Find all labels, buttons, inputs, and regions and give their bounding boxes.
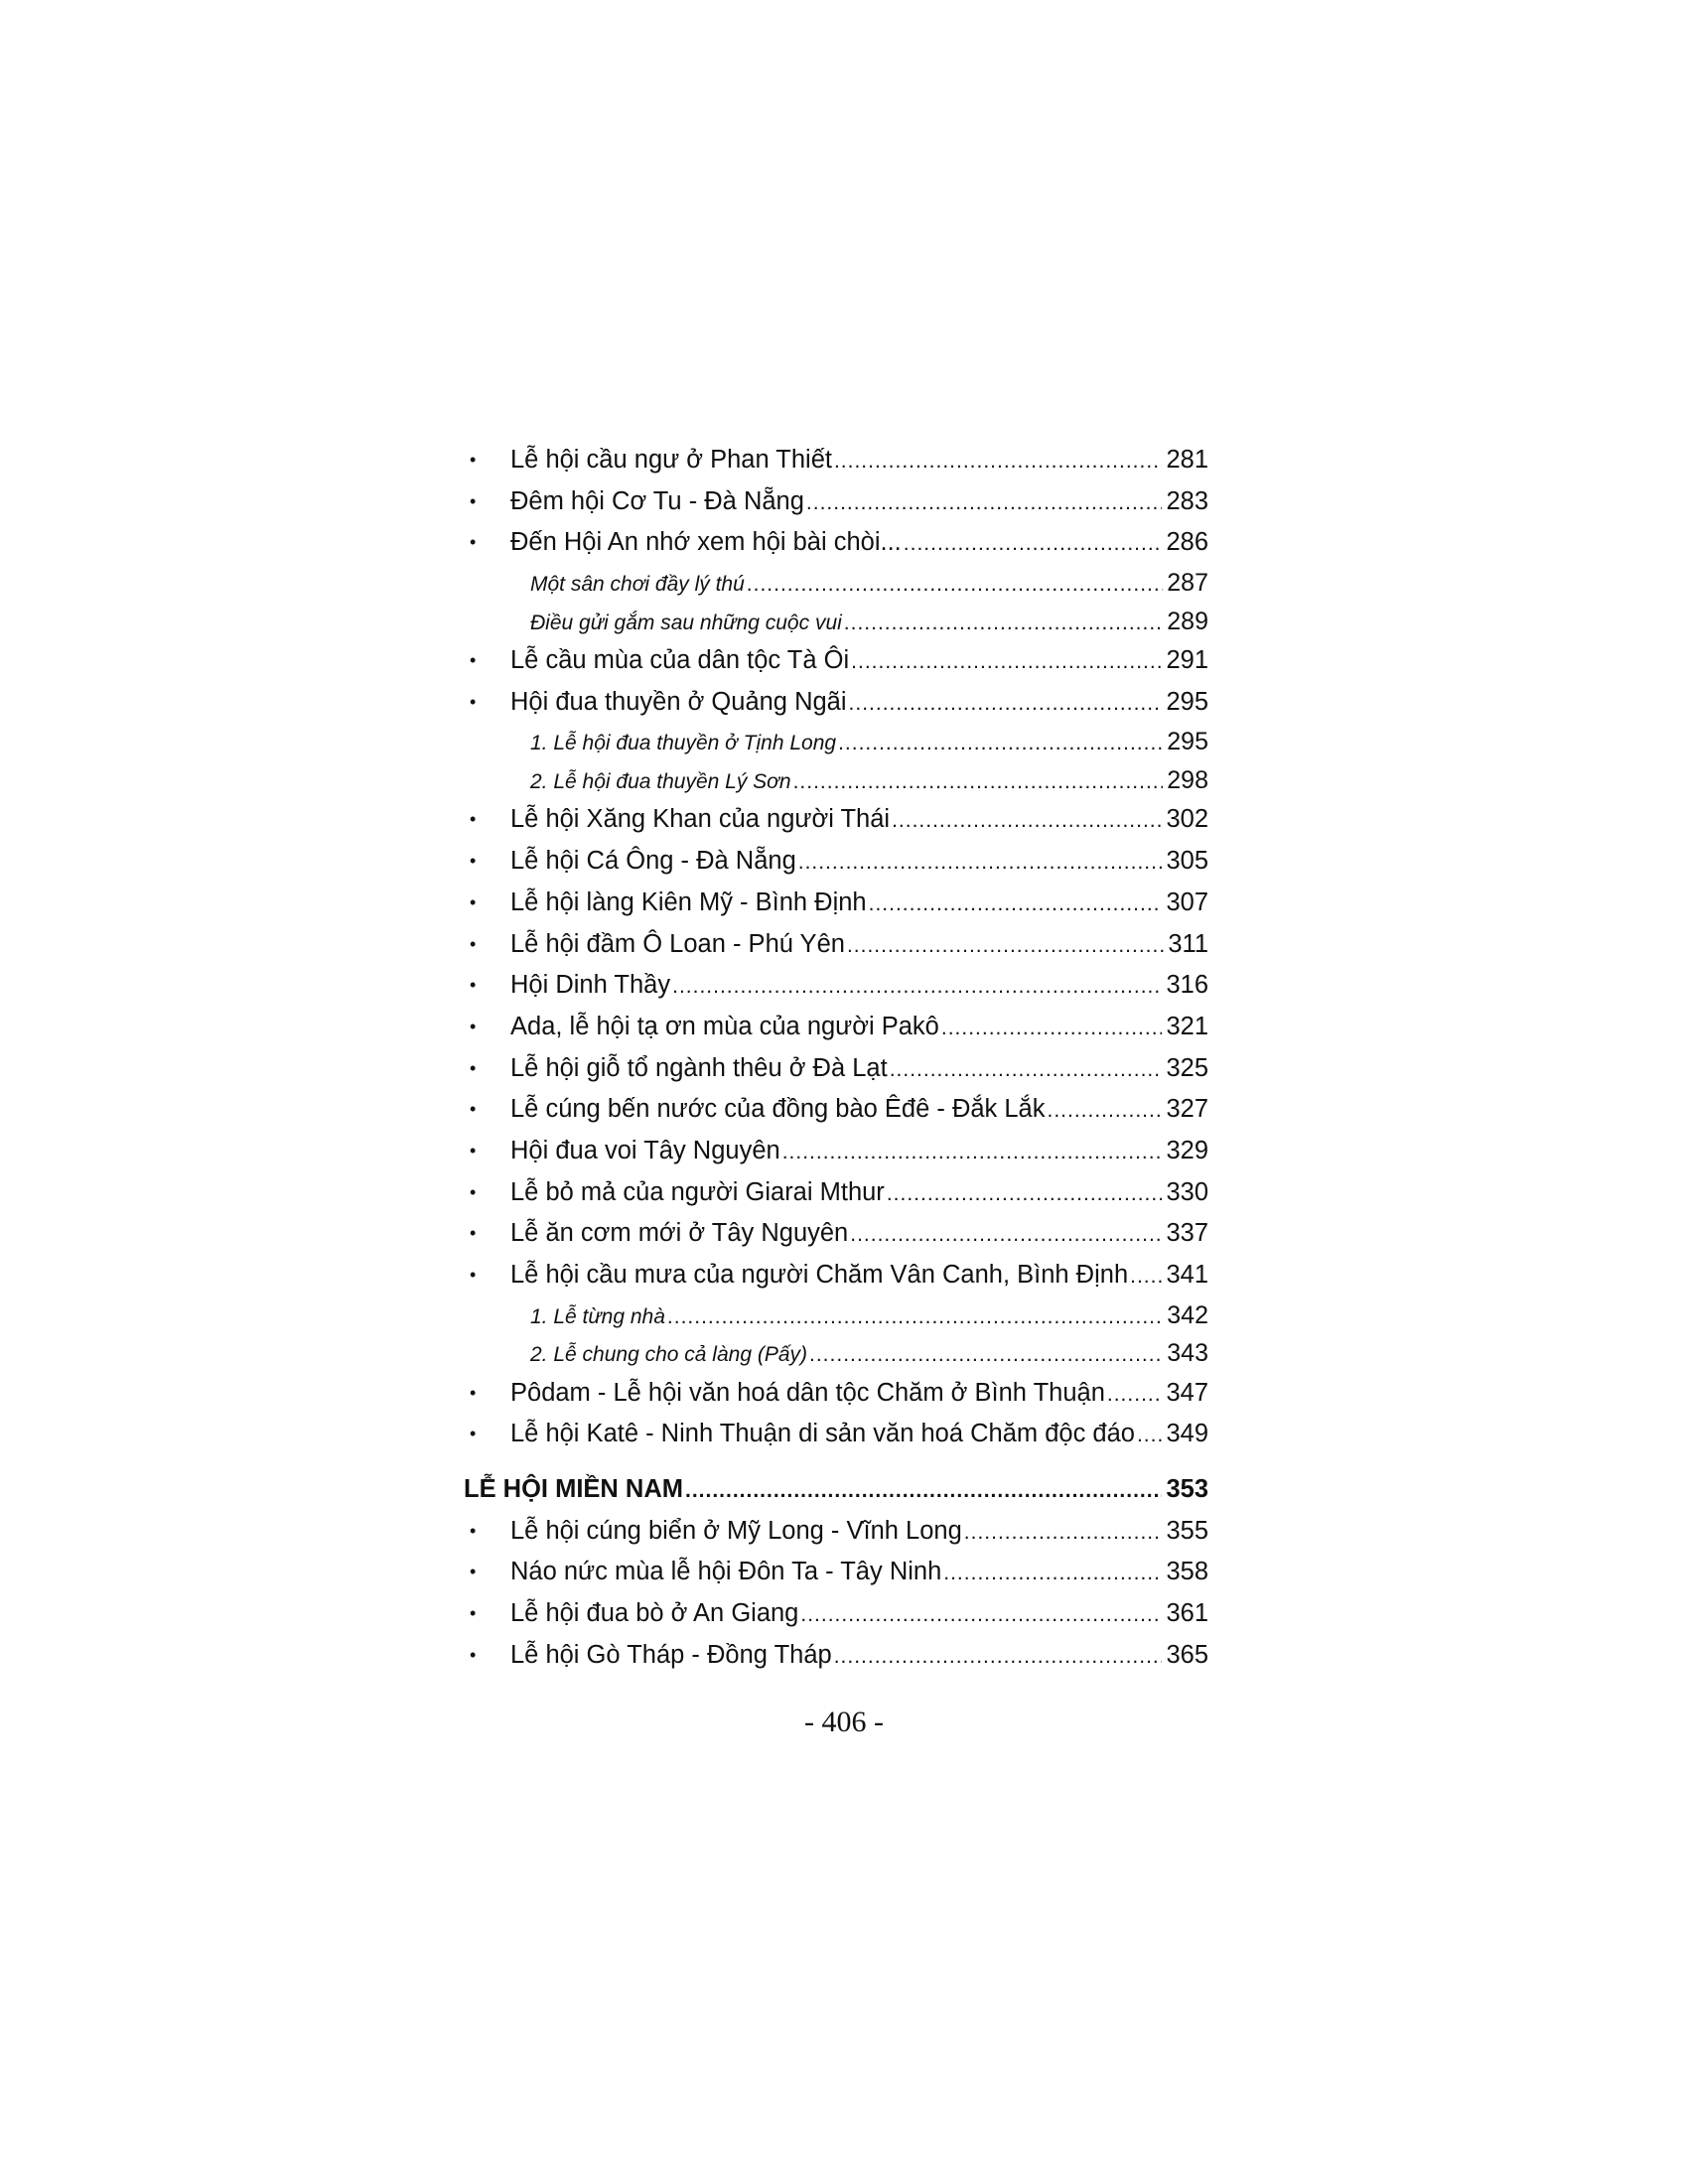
bullet-icon: • — [470, 1520, 477, 1541]
toc-entry-page: 283 — [1166, 486, 1208, 515]
toc-entry-page: 361 — [1166, 1599, 1208, 1628]
toc-subentry — [464, 723, 1208, 761]
toc-entry-title: Một sân chơi đầy lý thú — [530, 573, 745, 597]
dot-leader — [941, 1553, 1162, 1594]
toc-entry-title: Pôdam - Lễ hội văn hoá dân tộc Chăm ở Bình Thuận — [510, 1378, 1105, 1407]
dot-leader — [670, 966, 1162, 1008]
bullet-icon: • — [470, 975, 477, 996]
toc-entry-page: 347 — [1166, 1378, 1208, 1407]
dot-leader — [939, 1008, 1163, 1049]
dot-leader — [890, 800, 1162, 842]
bullet-icon: • — [470, 650, 477, 671]
dot-leader — [796, 842, 1163, 884]
toc-subentry — [464, 1334, 1208, 1373]
toc-entry — [464, 924, 1208, 966]
bullet-icon: • — [470, 1644, 477, 1665]
toc-entry — [464, 1089, 1208, 1131]
bullet-icon: • — [470, 1223, 477, 1244]
bullet-icon: • — [470, 532, 477, 553]
toc-entry-title: Đến Hội An nhớ xem hội bài chòi... — [510, 528, 902, 557]
toc-entry-title: 1. Lễ hội đua thuyền ở Tịnh Long — [530, 732, 837, 755]
toc-entry-page: 337 — [1166, 1219, 1208, 1248]
toc-entry-page: 307 — [1166, 887, 1208, 916]
toc-entry-title: Hội đua thuyền ở Quảng Ngãi — [510, 687, 847, 716]
bullet-icon: • — [470, 933, 477, 954]
toc-entry — [464, 1172, 1208, 1214]
bullet-icon: • — [470, 1382, 477, 1403]
toc-subentry — [464, 564, 1208, 603]
toc-entry-page: 281 — [1166, 446, 1208, 474]
toc-entry-title: Lễ bỏ mả của người Giarai Mthur — [510, 1177, 885, 1206]
toc-entry-page: 295 — [1166, 687, 1208, 716]
toc-entry-page: 286 — [1166, 528, 1208, 557]
toc-entry — [464, 1007, 1208, 1048]
bullet-icon: • — [470, 691, 477, 712]
toc-entry-title: Hội Dinh Thầy — [510, 971, 671, 1000]
toc-entry-title: Lễ hội Katê - Ninh Thuận di sản văn hoá Chăm độc đáo — [510, 1420, 1135, 1448]
toc-entry — [464, 440, 1208, 481]
toc-entry-title: Đêm hội Cơ Tu - Đà Nẵng — [510, 486, 804, 515]
bullet-icon: • — [470, 851, 477, 872]
toc-entry-page: 327 — [1166, 1095, 1208, 1124]
toc-entry-page: 342 — [1167, 1300, 1208, 1329]
toc-entry-title: Lễ hội làng Kiên Mỹ - Bình Định — [510, 887, 867, 916]
toc-entry-title: Lễ cúng bến nước của đồng bào Êđê - Đắk Lắk — [510, 1095, 1046, 1124]
toc-entry — [464, 522, 1208, 564]
bullet-icon: • — [470, 1424, 477, 1444]
table-of-contents — [464, 440, 1208, 1677]
toc-entry — [464, 1048, 1208, 1090]
toc-entry-title: Lễ hội giỗ tổ ngành thêu ở Đà Lạt — [510, 1053, 888, 1082]
toc-entry-title: Náo nức mùa lễ hội Đôn Ta - Tây Ninh — [510, 1558, 942, 1586]
toc-entry — [464, 1635, 1208, 1677]
dot-leader — [1046, 1090, 1163, 1132]
toc-entry-title: Điều gửi gắm sau những cuộc vui — [530, 611, 842, 634]
bullet-icon: • — [470, 1603, 477, 1624]
bullet-icon: • — [470, 1057, 477, 1078]
toc-entry-title: Ada, lễ hội tạ ơn mùa của người Pakô — [510, 1012, 939, 1040]
toc-subentry — [464, 603, 1208, 641]
toc-entry-title: Hội đua voi Tây Nguyên — [510, 1136, 780, 1164]
toc-entry-title: 2. Lễ chung cho cả làng (Pấy) — [530, 1343, 808, 1367]
bullet-icon: • — [470, 1265, 477, 1285]
bullet-icon: • — [470, 450, 477, 470]
toc-entry — [464, 1593, 1208, 1635]
dot-leader — [665, 1298, 1163, 1337]
toc-entry-page: 316 — [1166, 971, 1208, 1000]
dot-leader — [962, 1512, 1163, 1554]
toc-entry-title: Lễ hội Cá Ông - Đà Nẵng — [510, 847, 796, 876]
bullet-icon: • — [470, 1181, 477, 1202]
dot-leader — [849, 641, 1162, 683]
bullet-icon: • — [470, 1562, 477, 1582]
toc-entry-title: Lễ hội cầu ngư ở Phan Thiết — [510, 446, 832, 474]
bullet-icon: • — [470, 809, 477, 830]
toc-entry — [464, 481, 1208, 523]
dot-leader — [836, 725, 1163, 763]
dot-leader — [683, 1470, 1162, 1512]
toc-entry — [464, 1511, 1208, 1553]
page-number: - 406 - — [804, 1706, 884, 1738]
toc-entry-title: 2. Lễ hội đua thuyền Lý Sơn — [530, 769, 791, 793]
toc-subentry — [464, 1297, 1208, 1335]
toc-entry — [464, 1213, 1208, 1255]
toc-entry-page: 325 — [1166, 1053, 1208, 1082]
bullet-icon: • — [470, 1099, 477, 1120]
dot-leader — [791, 763, 1164, 802]
toc-entry — [464, 841, 1208, 883]
toc-entry-title: LỄ HỘI MIỀN NAM — [464, 1475, 683, 1504]
toc-entry-title: Lễ hội Gò Tháp - Đồng Tháp — [510, 1640, 832, 1669]
toc-entry — [464, 799, 1208, 841]
toc-entry-page: 321 — [1166, 1012, 1208, 1040]
toc-entry — [464, 1414, 1208, 1455]
dot-leader — [867, 884, 1163, 925]
toc-entry-title: Lễ hội cầu mưa của người Chăm Vân Canh, Bình Định — [510, 1261, 1129, 1289]
toc-entry — [464, 1255, 1208, 1297]
toc-entry-page: 349 — [1166, 1420, 1208, 1448]
bullet-icon: • — [470, 1016, 477, 1036]
toc-entry-page: 355 — [1166, 1516, 1208, 1545]
toc-entry-page: 330 — [1166, 1177, 1208, 1206]
toc-entry — [464, 965, 1208, 1007]
toc-entry-title: Lễ hội đầm Ô Loan - Phú Yên — [510, 929, 845, 958]
toc-entry-page: 353 — [1166, 1475, 1208, 1504]
dot-leader — [745, 566, 1163, 605]
dot-leader — [885, 1173, 1163, 1215]
toc-entry — [464, 640, 1208, 682]
dot-leader — [1105, 1374, 1163, 1416]
toc-entry-title: 1. Lễ từng nhà — [530, 1304, 665, 1328]
toc-entry-title: Lễ hội đua bò ở An Giang — [510, 1599, 799, 1628]
dot-leader — [780, 1132, 1163, 1173]
toc-entry-page: 305 — [1166, 847, 1208, 876]
bullet-icon: • — [470, 490, 477, 511]
bullet-icon: • — [470, 1140, 477, 1160]
toc-entry-page: 311 — [1168, 929, 1208, 958]
dot-leader — [1128, 1256, 1162, 1297]
dot-leader — [845, 925, 1164, 967]
toc-entry — [464, 682, 1208, 724]
toc-entry-page: 358 — [1166, 1558, 1208, 1586]
dot-leader — [807, 1336, 1163, 1375]
dot-leader — [832, 1636, 1163, 1678]
toc-entry — [464, 1373, 1208, 1415]
toc-entry-title: Lễ cầu mùa của dân tộc Tà Ôi — [510, 646, 850, 675]
dot-leader — [848, 1214, 1162, 1256]
toc-entry-title: Lễ ăn cơm mới ở Tây Nguyên — [510, 1219, 849, 1248]
dot-leader — [798, 1594, 1162, 1636]
toc-entry-title: Lễ hội cúng biển ở Mỹ Long - Vĩnh Long — [510, 1516, 962, 1545]
toc-entry-page: 341 — [1166, 1261, 1208, 1289]
toc-entry-page: 287 — [1167, 569, 1208, 598]
toc-entry-page: 365 — [1166, 1640, 1208, 1669]
dot-leader — [804, 482, 1163, 524]
toc-entry-page: 291 — [1166, 646, 1208, 675]
dot-leader — [1135, 1415, 1163, 1456]
bullet-icon: • — [470, 891, 477, 912]
dot-leader — [888, 1049, 1163, 1091]
toc-entry — [464, 1552, 1208, 1593]
toc-entry — [464, 883, 1208, 924]
toc-entry-page: 289 — [1167, 607, 1208, 635]
dot-leader — [847, 683, 1163, 725]
dot-leader — [902, 523, 1163, 565]
toc-entry-title: Lễ hội Xăng Khan của người Thái — [510, 805, 891, 834]
toc-entry-page: 298 — [1167, 765, 1208, 794]
toc-entry-page: 343 — [1167, 1339, 1208, 1368]
toc-entry-page: 295 — [1167, 728, 1208, 756]
toc-entry — [464, 1131, 1208, 1172]
dot-leader — [842, 605, 1163, 643]
toc-section-heading — [464, 1469, 1208, 1511]
toc-entry-page: 329 — [1166, 1136, 1208, 1164]
dot-leader — [832, 441, 1162, 482]
toc-entry-page: 302 — [1166, 805, 1208, 834]
toc-subentry — [464, 761, 1208, 800]
